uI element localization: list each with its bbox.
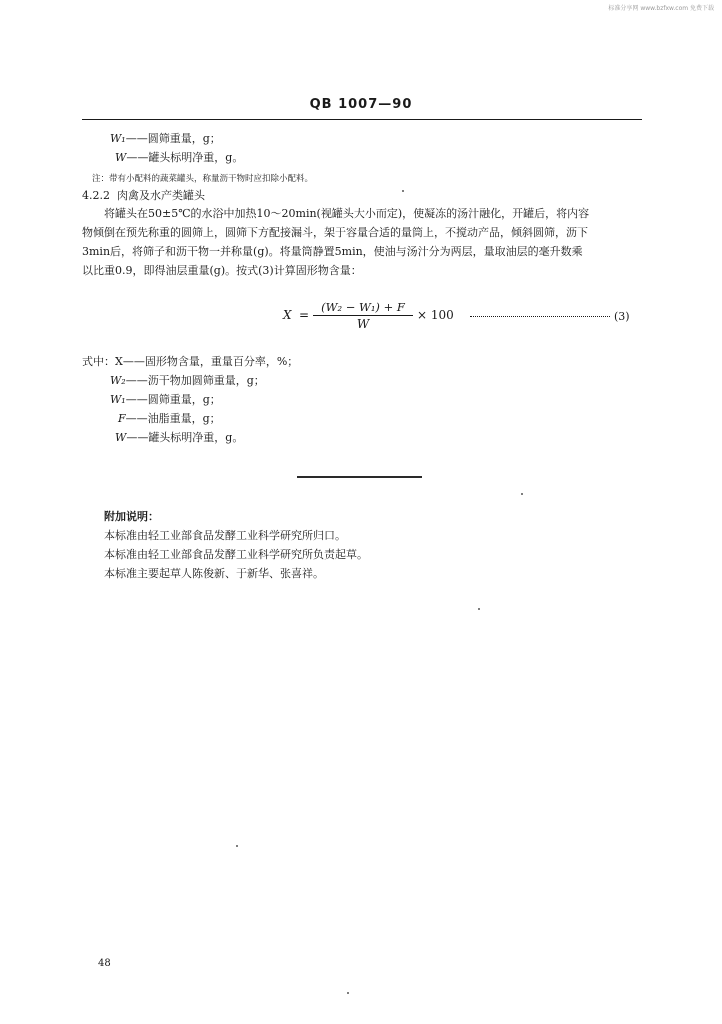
scan-speck <box>236 845 238 847</box>
equation-number <box>470 310 638 323</box>
page-number: 48 <box>98 958 111 969</box>
definition-w <box>115 431 243 445</box>
definition-w-top <box>115 151 243 165</box>
leader-dots <box>470 316 610 317</box>
definition-text: ——固形物含量，重量百分率，%； <box>122 355 299 368</box>
paragraph-line-4: 以比重0.9，即得油层重量(g)。按式(3)计算固形物含量： <box>82 264 362 277</box>
definition-symbol: 式中：X <box>82 355 123 368</box>
scan-speck <box>347 992 349 994</box>
definition-f <box>118 412 221 426</box>
formula-numerator: (W₂ − W₁) + F <box>321 300 405 314</box>
definition-symbol: W₁ <box>110 132 126 145</box>
formula-denominator: W <box>356 317 370 331</box>
paragraph-line-2: 物倾倒在预先称重的圆筛上，圆筛下方配接漏斗，架于容量合适的量筒上，不搅动产品，倾斜圆筛，沥下 <box>82 226 588 239</box>
end-separator <box>297 476 422 478</box>
scan-speck <box>521 493 523 495</box>
scan-speck <box>478 608 480 610</box>
definition-symbol: W <box>115 431 127 444</box>
formula-multiplier: × 100 <box>417 308 454 322</box>
scan-speck <box>402 190 404 192</box>
note: 注：带有小配料的蔬菜罐头，称量沥干物时应扣除小配料。 <box>92 174 314 184</box>
fraction-bar <box>313 315 413 316</box>
definition-symbol: W <box>115 151 127 164</box>
section-title: 肉禽及水产类罐头 <box>117 189 205 202</box>
appendix-title: 附加说明： <box>104 510 159 523</box>
definition-symbol: F <box>118 412 126 425</box>
formula-equals: = <box>299 308 310 322</box>
definition-text: ——罐头标明净重，g。 <box>126 431 244 444</box>
definition-x <box>82 355 298 369</box>
header-rule <box>82 119 642 120</box>
appendix-line-2: 本标准由轻工业部食品发酵工业科学研究所负责起草。 <box>104 548 368 561</box>
standard-code-header: QB 1007—90 <box>309 97 413 112</box>
definition-symbol: W₁ <box>110 393 126 406</box>
section-heading <box>82 189 205 203</box>
definition-symbol: W₂ <box>110 374 126 387</box>
formula-lhs: X <box>283 308 292 322</box>
appendix-line-1: 本标准由轻工业部食品发酵工业科学研究所归口。 <box>104 529 346 542</box>
definition-text: ——圆筛重量，g； <box>125 132 221 145</box>
definition-text: ——罐头标明净重，g。 <box>126 151 244 164</box>
appendix-line-3: 本标准主要起草人陈俊新、于新华、张喜祥。 <box>104 567 324 580</box>
definition-w1 <box>110 393 221 407</box>
definition-text: ——油脂重量，g； <box>125 412 221 425</box>
definition-text: ——圆筛重量，g； <box>125 393 221 406</box>
watermark: 标准分享网 www.bzfxw.com 免费下载 <box>608 5 714 12</box>
paragraph-line-3: 3min后，将筛子和沥干物一并称量(g)。将量筒静置5min，使油与汤汁分为两层，量取油层的毫升数乘 <box>82 245 583 258</box>
definition-w2 <box>110 374 265 388</box>
section-number: 4.2.2 <box>82 189 110 202</box>
equation-number-label: (3) <box>614 310 630 323</box>
definition-w1-top <box>110 132 221 146</box>
paragraph-line-1: 将罐头在50±5℃的水浴中加热10～20min(视罐头大小而定)，使凝冻的汤汁融化，开罐后，将内容 <box>104 207 590 220</box>
definition-text: ——沥干物加圆筛重量，g； <box>125 374 265 387</box>
